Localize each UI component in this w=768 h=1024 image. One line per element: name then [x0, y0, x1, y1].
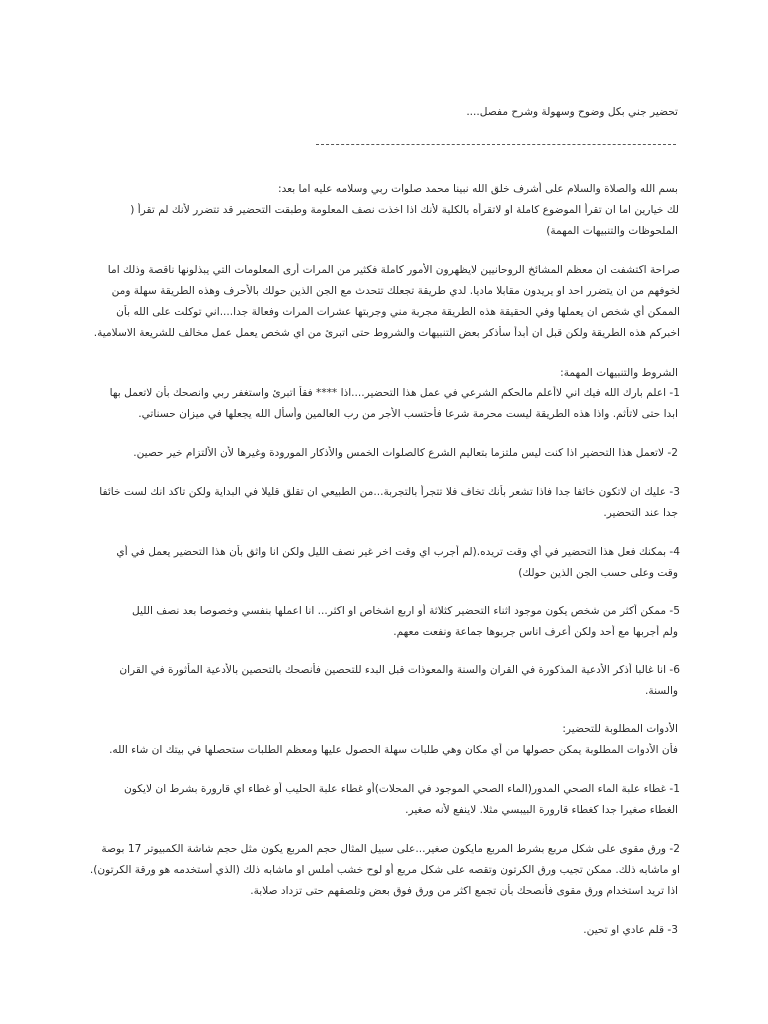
condition-item: 5- ممكن أكثر من شخص يكون موجود اثناء التحضير كثلاثة أو اربع اشخاص او اكثر... انا اعملها بنفسي وخصوصا بعد نصف الليل [132, 605, 680, 617]
section-heading: الأدوات المطلوبة للتحضير: [562, 723, 678, 735]
intro-line: بسم الله والصلاة والسلام على أشرف خلق الله نبينا محمد صلوات ربي وسلامه عليه اما بعد: [278, 183, 678, 195]
tool-item-cont: اذا تريد استخدام ورق مقوى فأنصحك بأن تجمع اكثر من ورق فوق بعض وتلصقهم حتى تزداد صلابة. [250, 885, 678, 897]
paragraph-line: اخبركم هذه الطريقة ولكن قبل ان أبدأ سأذكر بعض التنبيهات والشروط حتى اتبرئ من اي شخص يعمل عمل مخالف للشريعة الاسلامية. [93, 327, 680, 339]
condition-item-cont: ابدا حتى لاتأثم. واذا هذه الطريقة ليست محرمة شرعا فأحتسب الأجر من رب العالمين وأسأل الله يجعلها في ميزان حسناتي. [138, 408, 678, 420]
condition-item-cont: ولم أجربها مع أحد ولكن أعرف اناس جربوها جماعة ونفعت معهم. [393, 626, 678, 638]
tool-item: 1- غطاء علبة الماء الصحي المدور(الماء الصحي الموجود في المحلات)أو غطاء علبة الحليب أو غطاء اي قارورة بشرط ان لايكون [123, 783, 680, 795]
condition-item-cont: جدا عند التحضير. [603, 507, 678, 519]
condition-item: 4- بمكنك فعل هذا التحضير في أي وقت تريده.(لم أجرب اي وقت اخر غير نصف الليل ولكن انا واثق بأن هذا التحضير يعمل في أي [116, 546, 680, 558]
paragraph-line: لخوفهم من ان يتضرر احد او يريدون مقابلا ماديا. لدي طريقة تجعلك تتحدث مع الجن الذين حولك بالأحرف وهذه الطريقة سهلة ومن [111, 285, 680, 297]
tool-item-cont: او ماشابه ذلك. ممكن تجيب ورق الكرتون وتقصه على شكل مربع أو لوح خشب أملس او ماشابه ذلك (الذي أستخدمه هو ورقة الكرتون). [89, 864, 680, 876]
condition-item-cont: والسنة. [645, 685, 678, 697]
tool-item-cont: الغطاء صغيرا جدا كغطاء قارورة البيبسي مثلا. لاينفع لأنه صغير. [405, 804, 678, 816]
tools-intro: فأن الأدوات المطلوبة يمكن حصولها من أي مكان وهي طلبات سهلة الحصول عليها ومعظم الطلبات ستحصلها في بيتك ان شاء الله. [109, 744, 678, 756]
section-heading: الشروط والتنبيهات المهمة: [560, 367, 678, 379]
intro-line: الملحوظات والتنبيهات المهمة) [546, 225, 678, 237]
condition-item: 1- اعلم بارك الله فيك اني لاأعلم مالحكم الشرعي في عمل هذا التحضير....اذا **** فقأ اتبرئ واستغفر ربي وانصحك بأن لاتعمل بها [109, 387, 680, 399]
tool-item: 2- ورق مقوى على شكل مربع بشرط المربع مايكون صغير...على سبيل المثال حجم المربع يكون مثل حجم شاشة الكمبيوتر 17 بوصة [101, 843, 680, 855]
condition-item-cont: وقت وعلى حسب الجن الذين حولك) [518, 567, 678, 579]
paragraph-line: الممكن أي شخص ان يعملها وفي الحقيقة هذه الطريقة مجربة مني وجربتها عشرات المرات وفعالة جدا....اني توكلت على الله بأن [116, 306, 680, 318]
intro-line: لك خيارين اما ان تقرأ الموضوع كاملة او لاتقرأه بالكلية لأنك اذا اخذت نصف المعلومة وطبقت التحضير قد تتضرر لأنك لم تقرأ ( [130, 204, 679, 216]
condition-item: 6- انا غالبا أذكر الأدعية المذكورة في القران والسنة والمعوذات قبل البدء للتحصين فأنصحك بالتحصين بالأدعية المأثورة في القران [119, 664, 680, 676]
condition-item: 2- لاتعمل هذا التحضير اذا كنت ليس ملتزما بتعاليم الشرع كالصلوات الخمس والأذكار المورودة وغيرها لأن الألتزام خير حصين. [133, 447, 678, 459]
document-title: تحضير جني بكل وضوح وسهولة وشرح مفصل.... [466, 106, 678, 118]
condition-item: 3- عليك ان لاتكون خائفا جدا فاذا تشعر بأنك تخاف فلا تتجرأ بالتجربة...من الطبيعي ان تقلق قليلا في البداية ولكن تاكد انك لست خائفا [99, 486, 680, 498]
tool-item: 3- قلم عادي او تحين. [583, 924, 678, 936]
paragraph-line: صراحة اكتشفت ان معظم المشائخ الروحانيين لايظهرون الأمور كاملة فكثير من المرات أرى المعلومات التي يبذلونها ناقصة وذلك اما [107, 264, 680, 276]
